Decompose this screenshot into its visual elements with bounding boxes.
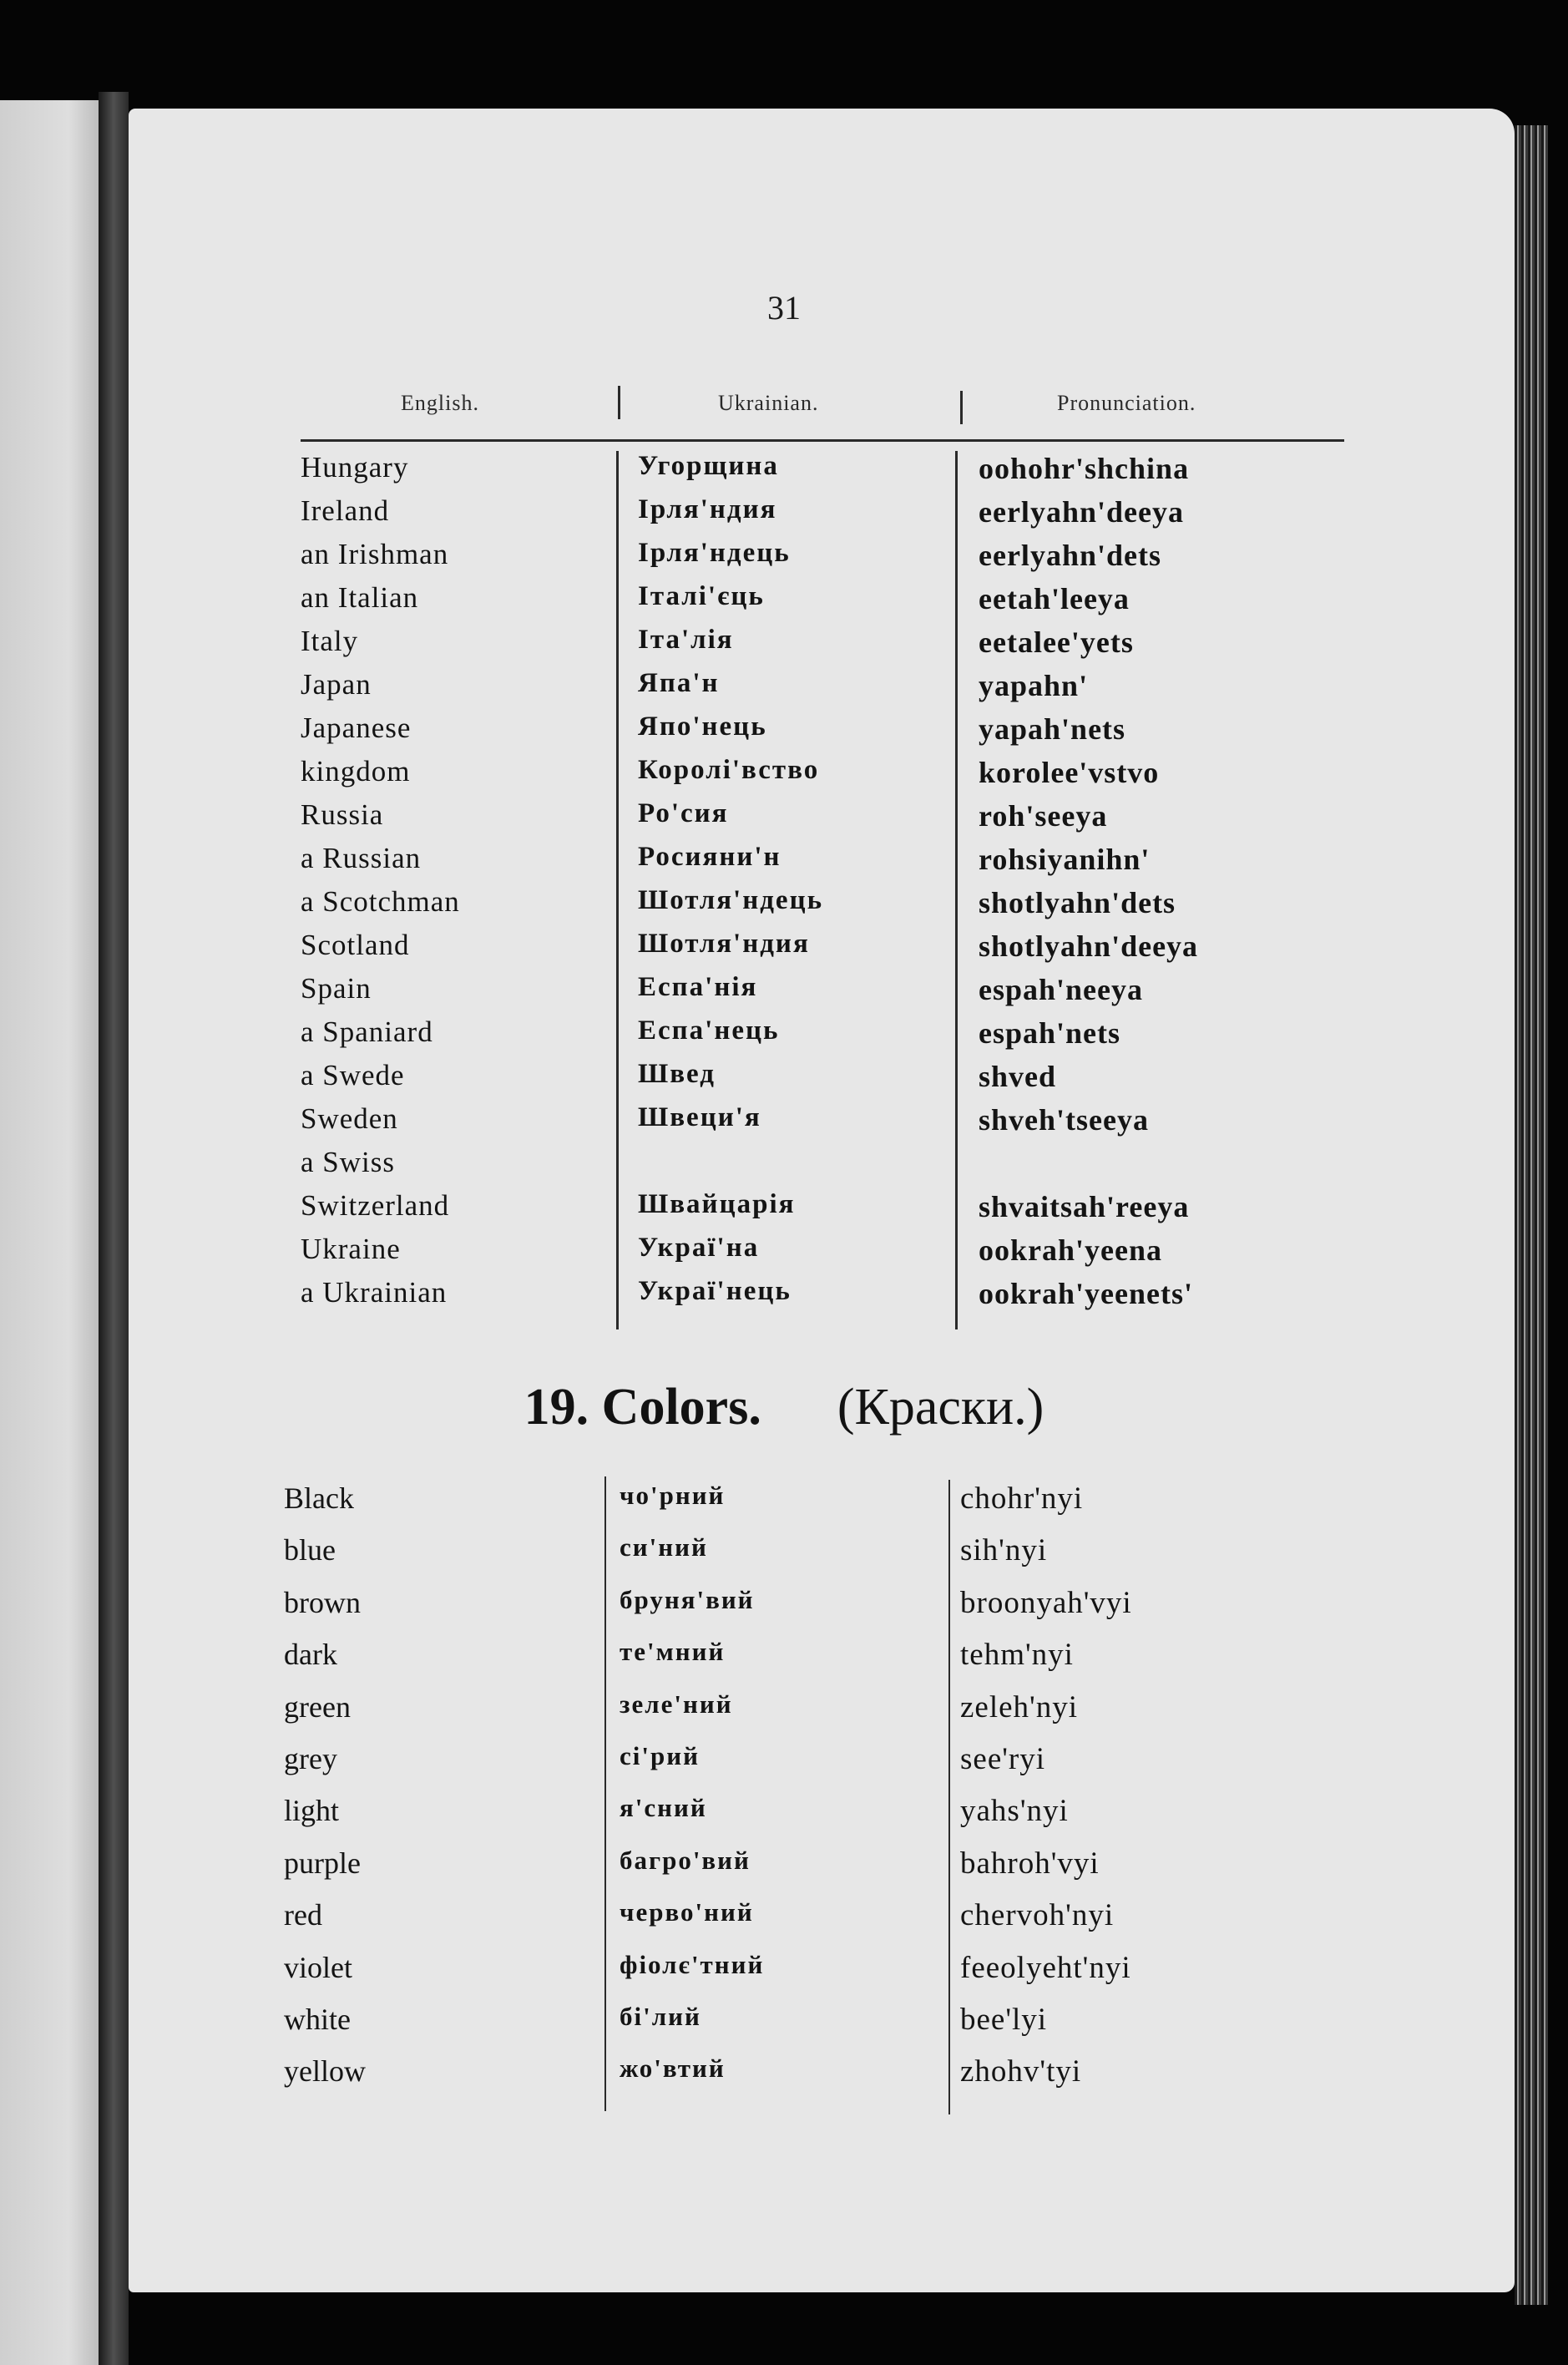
- pronunciation: sih'nyi: [960, 1533, 1048, 1568]
- column-divider-1: [616, 451, 619, 1329]
- section-heading: [0, 1378, 1568, 1437]
- ukrainian-term: Япо'нець: [638, 712, 767, 742]
- ukrainian-term: Ро'сия: [638, 798, 729, 828]
- ukrainian-term: бі'лий: [620, 2002, 701, 2031]
- english-term: a Russian: [301, 842, 422, 874]
- english-term: Japan: [301, 668, 372, 701]
- english-term: kingdom: [301, 755, 411, 787]
- pronunciation: shotlyahn'deeya: [979, 929, 1199, 963]
- english-term: Sweden: [301, 1102, 398, 1135]
- english-term: Japanese: [301, 712, 412, 744]
- header-ukrainian: Ukrainian.: [718, 391, 819, 415]
- pronunciation: shvaitsah'reeya: [979, 1190, 1190, 1223]
- ukrainian-term: Швед: [638, 1059, 716, 1089]
- english-term: Switzerland: [301, 1189, 450, 1222]
- ukrainian-term: Япа'н: [638, 668, 720, 698]
- book-gutter: [99, 92, 129, 2365]
- pronunciation: ookrah'yeenets': [979, 1277, 1193, 1310]
- ukrainian-term: те'мний: [620, 1637, 726, 1667]
- ukrainian-term: Іта'лія: [638, 625, 734, 655]
- english-term: white: [284, 2003, 351, 2036]
- pronunciation: roh'seeya: [979, 799, 1108, 833]
- english-term: a Swede: [301, 1059, 405, 1091]
- page-number: 31: [767, 289, 801, 327]
- english-term: Scotland: [301, 929, 410, 961]
- english-term: grey: [284, 1742, 337, 1775]
- colors-divider-1: [604, 1476, 606, 2111]
- ukrainian-term: Угорщина: [638, 451, 779, 481]
- ukrainian-term: Швайцарія: [638, 1189, 796, 1219]
- english-term: dark: [284, 1638, 337, 1672]
- english-term: blue: [284, 1533, 336, 1567]
- ukrainian-term: Еспа'нець: [638, 1015, 780, 1046]
- ukrainian-term: Украї'нець: [638, 1276, 792, 1306]
- english-term: Black: [284, 1481, 354, 1515]
- pronunciation: yapah'nets: [979, 712, 1126, 746]
- pronunciation: zeleh'nyi: [960, 1689, 1078, 1724]
- ukrainian-term: Шотля'ндия: [638, 929, 810, 959]
- page-stack-edge: [1515, 125, 1548, 2305]
- pronunciation: zhohv'tyi: [960, 2054, 1082, 2089]
- ukrainian-term: сі'рий: [620, 1741, 700, 1770]
- ukrainian-term: Шотля'ндець: [638, 885, 824, 915]
- pronunciation: korolee'vstvo: [979, 756, 1160, 789]
- english-term: Ukraine: [301, 1233, 401, 1265]
- pronunciation: eetalee'yets: [979, 625, 1134, 659]
- header-divider-2: [960, 391, 963, 424]
- ukrainian-term: Ірля'ндець: [638, 538, 791, 568]
- english-term: yellow: [284, 2054, 366, 2089]
- english-term: Ireland: [301, 494, 390, 527]
- header-underline: [301, 439, 1344, 442]
- pronunciation: eerlyahn'dets: [979, 539, 1161, 572]
- pronunciation: bee'lyi: [960, 2003, 1048, 2037]
- english-term: Spain: [301, 972, 372, 1005]
- pronunciation: broonyah'vyi: [960, 1585, 1132, 1620]
- pronunciation: rohsiyanihn': [979, 843, 1151, 876]
- ukrainian-term: Украї'на: [638, 1233, 760, 1263]
- header-pronunciation: Pronunciation.: [1057, 391, 1196, 415]
- ukrainian-term: си'ний: [620, 1532, 708, 1562]
- ukrainian-term: Італі'єць: [638, 581, 765, 611]
- header-english: English.: [401, 391, 479, 415]
- section-number: 19.: [524, 1379, 589, 1436]
- pronunciation: shotlyahn'dets: [979, 886, 1176, 919]
- english-term: a Scotchman: [301, 885, 460, 918]
- pronunciation: shved: [979, 1060, 1057, 1093]
- english-term: violet: [284, 1950, 352, 1984]
- english-term: a Spaniard: [301, 1015, 433, 1048]
- pronunciation: eetah'leeya: [979, 582, 1130, 615]
- pronunciation: chohr'nyi: [960, 1481, 1084, 1516]
- english-term: green: [284, 1689, 351, 1724]
- ukrainian-term: зеле'ний: [620, 1689, 733, 1719]
- pronunciation: yapahn': [979, 669, 1089, 702]
- column-divider-2: [955, 451, 958, 1329]
- english-term: Russia: [301, 798, 384, 831]
- pronunciation: oohohr'shchina: [979, 452, 1190, 485]
- ukrainian-term: Швеци'я: [638, 1102, 761, 1132]
- pronunciation: chervoh'nyi: [960, 1898, 1115, 1933]
- pronunciation: shveh'tseeya: [979, 1103, 1149, 1137]
- pronunciation: feeolyeht'nyi: [960, 1950, 1131, 1985]
- pronunciation: tehm'nyi: [960, 1638, 1074, 1673]
- english-term: Hungary: [301, 451, 409, 484]
- pronunciation: espah'nets: [979, 1016, 1121, 1050]
- pronunciation: espah'neeya: [979, 973, 1144, 1006]
- english-term: purple: [284, 1846, 361, 1880]
- section-ukrainian-title: (Краски.): [837, 1379, 1044, 1436]
- pronunciation: eerlyahn'deeya: [979, 495, 1184, 529]
- ukrainian-term: жо'втий: [620, 2054, 726, 2084]
- ukrainian-term: черво'ний: [620, 1897, 754, 1927]
- pronunciation: bahroh'vyi: [960, 1846, 1100, 1881]
- ukrainian-term: фіолє'тний: [620, 1949, 765, 1979]
- pronunciation: yahs'nyi: [960, 1794, 1069, 1829]
- english-term: light: [284, 1794, 340, 1828]
- english-term: a Swiss: [301, 1146, 395, 1178]
- ukrainian-term: чо'рний: [620, 1481, 726, 1510]
- english-term: a Ukrainian: [301, 1276, 448, 1309]
- english-term: an Italian: [301, 581, 419, 614]
- section-title: Colors.: [601, 1379, 761, 1436]
- pronunciation: ookrah'yeena: [979, 1233, 1163, 1267]
- ukrainian-term: Королі'вство: [638, 755, 820, 785]
- english-term: brown: [284, 1585, 361, 1619]
- ukrainian-term: я'сний: [620, 1793, 707, 1823]
- english-term: red: [284, 1898, 322, 1932]
- colors-divider-2: [948, 1480, 950, 2114]
- english-term: an Irishman: [301, 538, 449, 570]
- ukrainian-term: багро'вий: [620, 1845, 751, 1875]
- pronunciation: see'ryi: [960, 1742, 1046, 1776]
- ukrainian-term: бруня'вий: [620, 1584, 755, 1614]
- ukrainian-term: Еспа'нія: [638, 972, 758, 1002]
- header-divider-1: [618, 386, 620, 419]
- ukrainian-term: Ірля'ндия: [638, 494, 777, 524]
- english-term: Italy: [301, 625, 359, 657]
- adjacent-page-edge: [0, 100, 99, 2365]
- ukrainian-term: Росияни'н: [638, 842, 781, 872]
